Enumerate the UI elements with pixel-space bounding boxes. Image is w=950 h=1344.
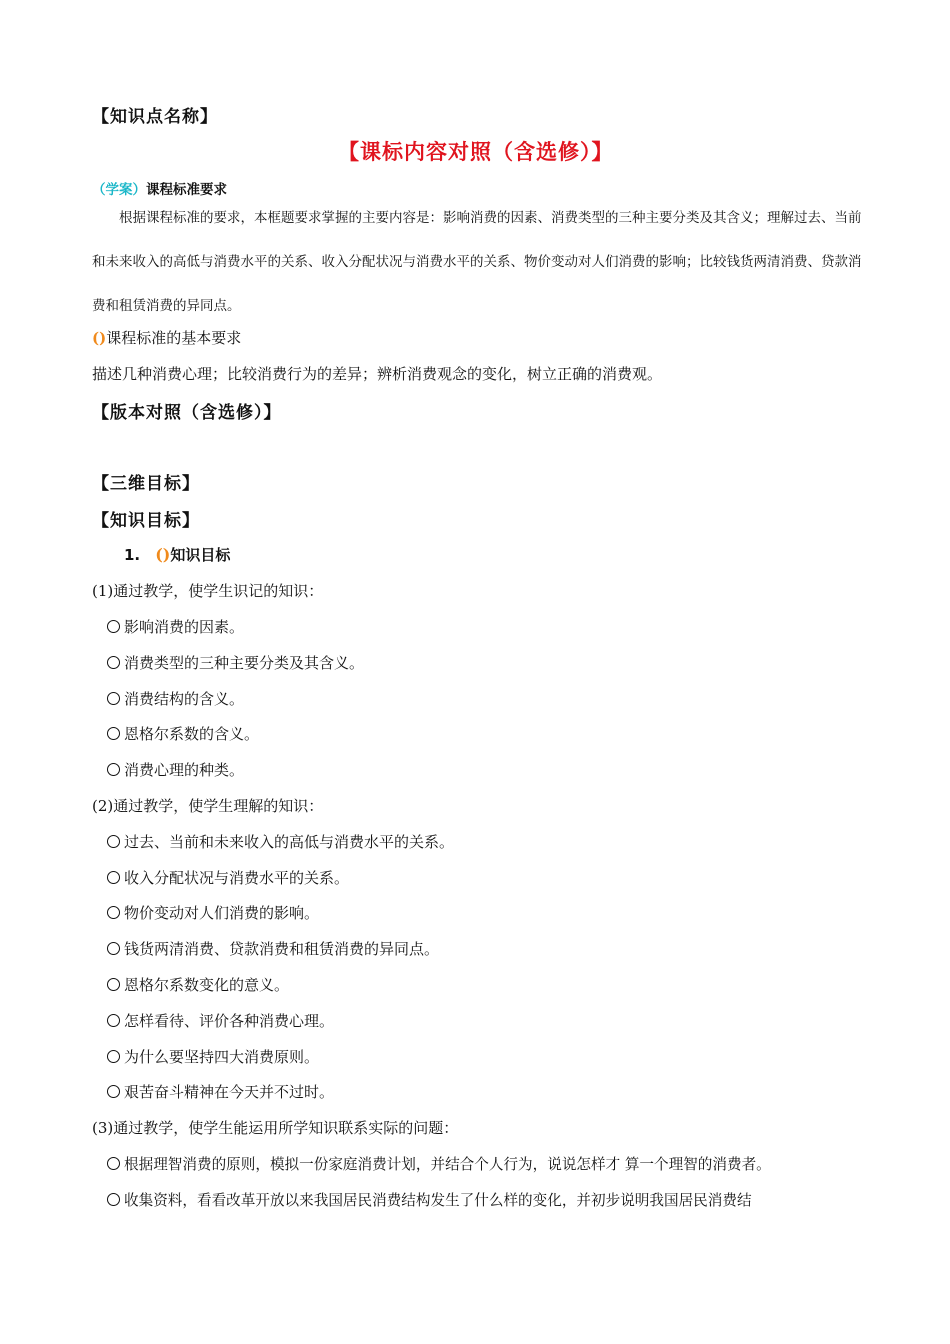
- list-item: 物价变动对人们消费的影响。: [107, 902, 319, 923]
- goal1-label: 知识目标: [170, 546, 231, 564]
- standard-paragraph: 根据课程标准的要求，本框题要求掌握的主要内容是：影响消费的因素、消费类型的三种主要分类及其含义；理解过去、当前和未来收入的高低与消费水平的关系、收入分配状况与消费水平的关系、物价变动对人们消费的影响；比较钱货两清消费、贷款消费和租赁消费的异同点。: [92, 210, 862, 314]
- circle-bullet-icon: [107, 620, 120, 633]
- list-item: 恩格尔系数变化的意义。: [107, 974, 289, 995]
- circle-bullet-icon: [107, 1193, 120, 1206]
- circle-bullet-icon: [107, 1085, 120, 1098]
- list-item: 消费类型的三种主要分类及其含义。: [107, 652, 364, 673]
- circle-bullet-icon: [107, 1014, 120, 1027]
- circle-bullet-icon: [107, 1050, 120, 1063]
- standard-label: 课程标准要求: [146, 182, 227, 198]
- basic-req-row: [92, 327, 241, 348]
- circle-bullet-icon: [107, 906, 120, 919]
- goal1-num: 1.: [124, 546, 141, 564]
- list-item: 钱货两清消费、贷款消费和租赁消费的异同点。: [107, 938, 439, 959]
- list-item: 过去、当前和未来收入的高低与消费水平的关系。: [107, 831, 454, 852]
- list-item: 收集资料，看看改革开放以来我国居民消费结构发生了什么样的变化，并初步说明我国居民消费结: [107, 1189, 752, 1210]
- list-item: 消费结构的含义。: [107, 688, 244, 709]
- circle-bullet-icon: [107, 656, 120, 669]
- study-tag: （学案）: [92, 182, 146, 198]
- list-item: 收入分配状况与消费水平的关系。: [107, 867, 349, 888]
- basic-req-text: 描述几种消费心理；比较消费行为的差异；辨析消费观念的变化，树立正确的消费观。: [92, 365, 663, 383]
- marker: (): [92, 329, 107, 347]
- list-item: 为什么要坚持四大消费原则。: [107, 1046, 319, 1067]
- part1-title: (1)通过教学，使学生识记的知识：: [92, 582, 324, 600]
- list-item: 怎样看待、评价各种消费心理。: [107, 1010, 334, 1031]
- heading-three-dim: 【三维目标】: [92, 474, 200, 494]
- marker: (): [155, 545, 171, 564]
- circle-bullet-icon: [107, 763, 120, 776]
- part3-title: (3)通过教学，使学生能运用所学知识联系实际的问题：: [92, 1119, 459, 1137]
- circle-bullet-icon: [107, 1157, 120, 1170]
- standard-label-row: [92, 178, 227, 198]
- circle-bullet-icon: [107, 727, 120, 740]
- list-item: 消费心理的种类。: [107, 759, 244, 780]
- list-item: 影响消费的因素。: [107, 616, 244, 637]
- circle-bullet-icon: [107, 942, 120, 955]
- heading-version-compare: 【版本对照（含选修）】: [92, 403, 282, 423]
- heading-course-compare: 【课标内容对照（含选修）】: [338, 140, 614, 164]
- heading-knowledge-goal: 【知识目标】: [92, 511, 200, 531]
- circle-bullet-icon: [107, 835, 120, 848]
- circle-bullet-icon: [107, 871, 120, 884]
- goal1-row: [124, 544, 230, 565]
- heading-knowledge-name: 【知识点名称】: [92, 107, 218, 127]
- list-item: 艰苦奋斗精神在今天并不过时。: [107, 1081, 334, 1102]
- part2-title: (2)通过教学，使学生理解的知识：: [92, 797, 324, 815]
- list-item: 根据理智消费的原则，模拟一份家庭消费计划，并结合个人行为，说说怎样才 算一个理智的消费者。: [107, 1153, 771, 1174]
- list-item: 恩格尔系数的含义。: [107, 723, 259, 744]
- circle-bullet-icon: [107, 692, 120, 705]
- circle-bullet-icon: [107, 978, 120, 991]
- basic-req-label: 课程标准的基本要求: [106, 329, 242, 347]
